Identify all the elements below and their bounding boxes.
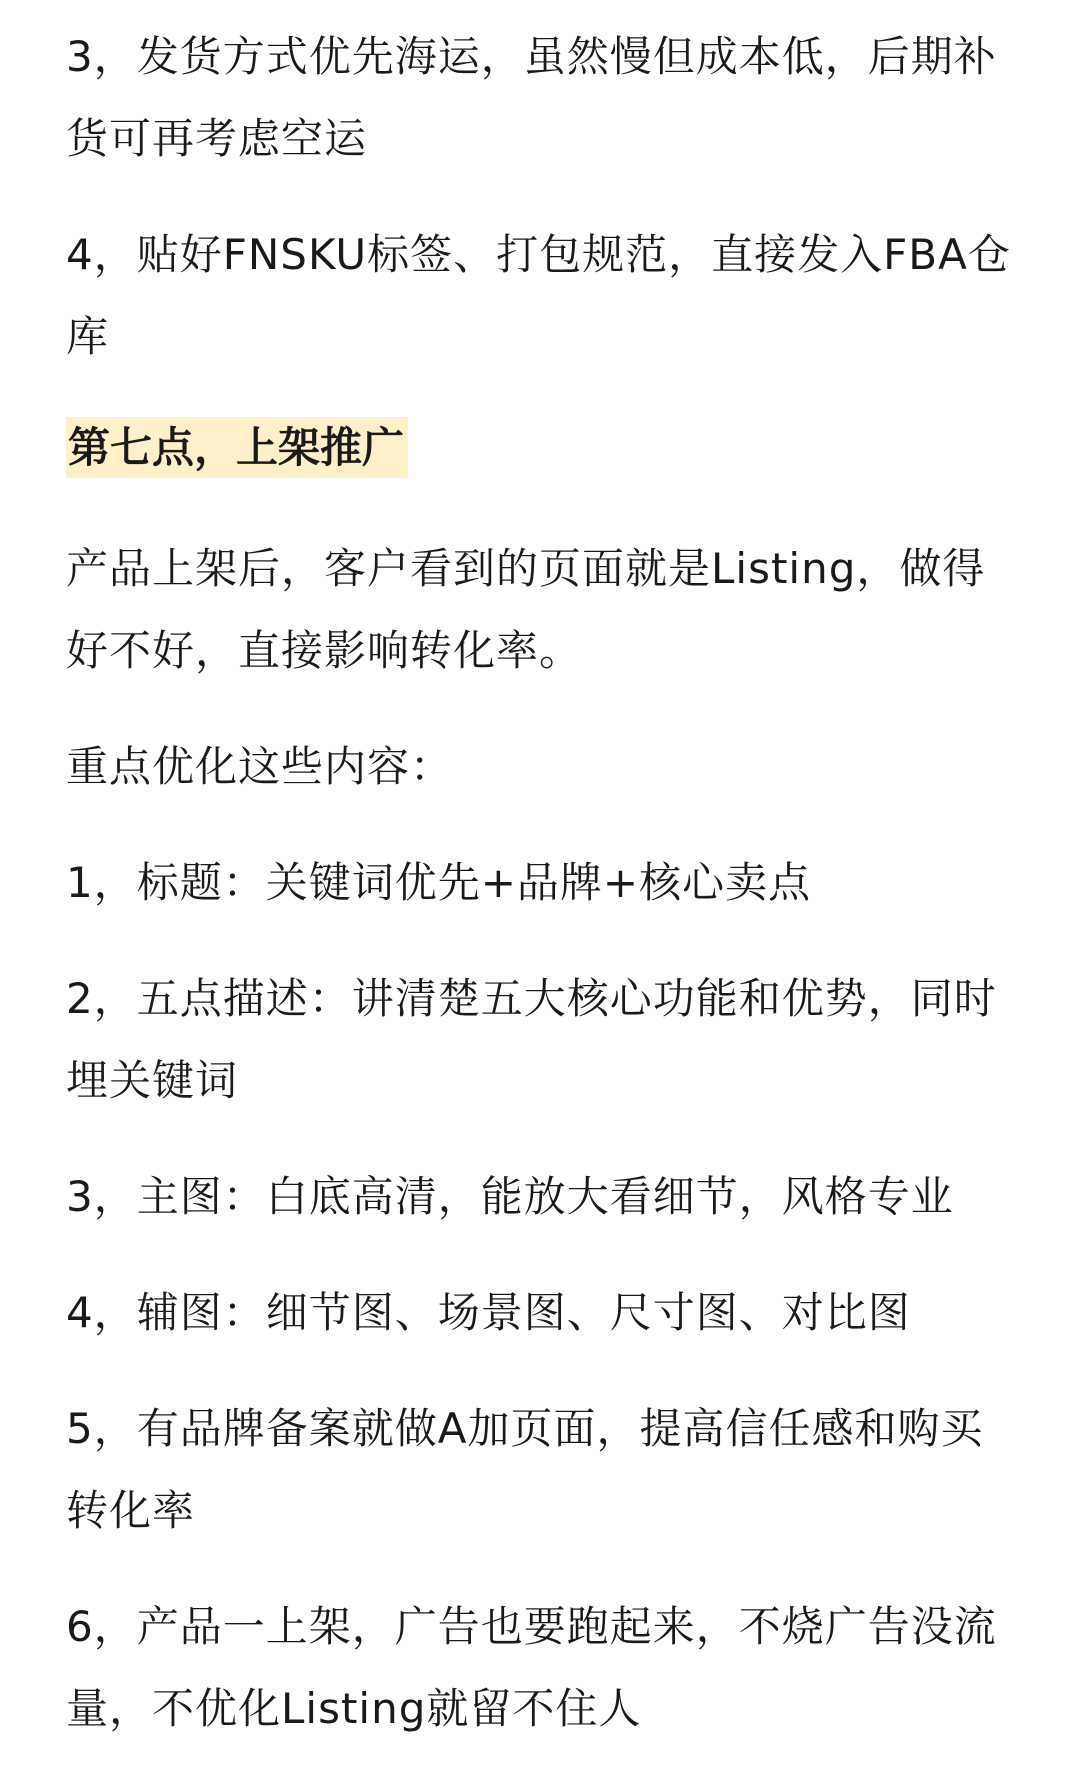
focus-label: 重点优化这些内容： (66, 742, 454, 791)
intro-paragraph: 产品上架后，客户看到的页面就是Listing，做得好不好，直接影响转化率。 (66, 544, 986, 675)
list-item-a-plus: 5，有品牌备案就做A加页面，提高信任感和购买转化率 (66, 1404, 984, 1535)
list-item-main-image: 3，主图：白底高清，能放大看细节，风格专业 (66, 1172, 954, 1221)
list-item-fnsku: 4，贴好FNSKU标签、打包规范，直接发入FBA仓库 (66, 230, 1011, 361)
section-heading-text: 第七点，上架推广 (66, 417, 408, 478)
section-heading (66, 418, 1016, 478)
list-item-shipping: 3，发货方式优先海运，虽然慢但成本低，后期补货可再考虑空运 (66, 32, 997, 163)
list-item-ads: 6，产品一上架，广告也要跑起来，不烧广告没流量，不优化Listing就留不住人 (66, 1602, 997, 1733)
list-item-secondary-images: 4，辅图：细节图、场景图、尺寸图、对比图 (66, 1288, 911, 1337)
list-item-bullets: 2，五点描述：讲清楚五大核心功能和优势，同时埋关键词 (66, 974, 997, 1105)
list-item-title: 1，标题：关键词优先+品牌+核心卖点 (66, 858, 812, 907)
article-body (66, 16, 1016, 1784)
